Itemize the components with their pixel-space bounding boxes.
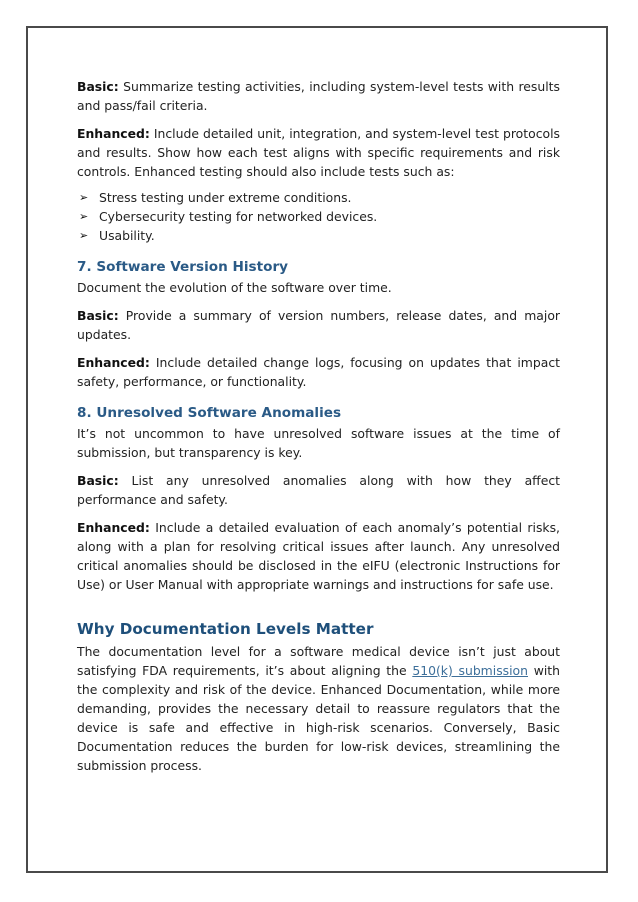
basic-label: Basic:: [77, 308, 119, 323]
version-history-basic-paragraph: [77, 306, 560, 344]
arrow-bullet-icon: ➢: [79, 229, 89, 242]
testing-bullet-list: [77, 188, 560, 245]
list-item-text: Cybersecurity testing for networked devices.: [99, 209, 378, 224]
testing-enhanced-paragraph: [77, 124, 560, 181]
basic-text: Provide a summary of version numbers, release dates, and major updates.: [77, 308, 560, 342]
basic-label: Basic:: [77, 79, 119, 94]
enhanced-label: Enhanced:: [77, 520, 150, 535]
enhanced-text: Include detailed unit, integration, and system-level test protocols and results. Show how each test aligns with specific requirements and risk controls. Enhanced testing should also include tests such as:: [77, 126, 560, 179]
510k-submission-link[interactable]: 510(k) submission: [412, 663, 528, 678]
why-text-before: The documentation level for a software medical device isn’t just about satisfying FDA requirements, it’s about aligning the: [77, 644, 560, 678]
list-item: [77, 188, 560, 207]
anomalies-basic-paragraph: [77, 471, 560, 509]
arrow-bullet-icon: ➢: [79, 210, 89, 223]
version-history-enhanced-paragraph: [77, 353, 560, 391]
testing-basic-paragraph: [77, 77, 560, 115]
list-item: [77, 226, 560, 245]
enhanced-label: Enhanced:: [77, 126, 150, 141]
enhanced-text: Include a detailed evaluation of each anomaly’s potential risks, along with a plan for resolving critical issues after launch. Any unresolved critical anomalies should be disclosed in the eIFU (electronic Instructions for Use) or User Manual with appropriate warnings and instructions for safe use.: [77, 520, 560, 592]
anomalies-intro: It’s not uncommon to have unresolved software issues at the time of submission, but transparency is key.: [77, 426, 560, 460]
arrow-bullet-icon: ➢: [79, 191, 89, 204]
section-heading-why-documentation: Why Documentation Levels Matter: [77, 620, 374, 638]
section-heading-unresolved-anomalies: 8. Unresolved Software Anomalies: [77, 405, 342, 421]
basic-label: Basic:: [77, 473, 119, 488]
document-body: [77, 77, 560, 784]
list-item-text: Stress testing under extreme conditions.: [99, 190, 352, 205]
section-heading-version-history: 7. Software Version History: [77, 259, 289, 275]
anomalies-enhanced-paragraph: [77, 518, 560, 594]
enhanced-label: Enhanced:: [77, 355, 150, 370]
enhanced-text: Include detailed change logs, focusing on updates that impact safety, performance, or functionality.: [77, 355, 560, 389]
why-text-after: with the complexity and risk of the device. Enhanced Documentation, while more demanding, provides the necessary detail to reassure regulators that the device is safe and effective in high-risk scenarios. Conversely, Basic Documentation reduces the burden for low-risk devices, streamlining the submission process.: [77, 663, 560, 773]
basic-text: List any unresolved anomalies along with how they affect performance and safety.: [77, 473, 560, 507]
basic-text: Summarize testing activities, including system-level tests with results and pass/fail criteria.: [77, 79, 560, 113]
list-item-text: Usability.: [99, 228, 155, 243]
why-paragraph: [77, 642, 560, 775]
list-item: [77, 207, 560, 226]
version-history-intro: Document the evolution of the software over time.: [77, 280, 392, 295]
